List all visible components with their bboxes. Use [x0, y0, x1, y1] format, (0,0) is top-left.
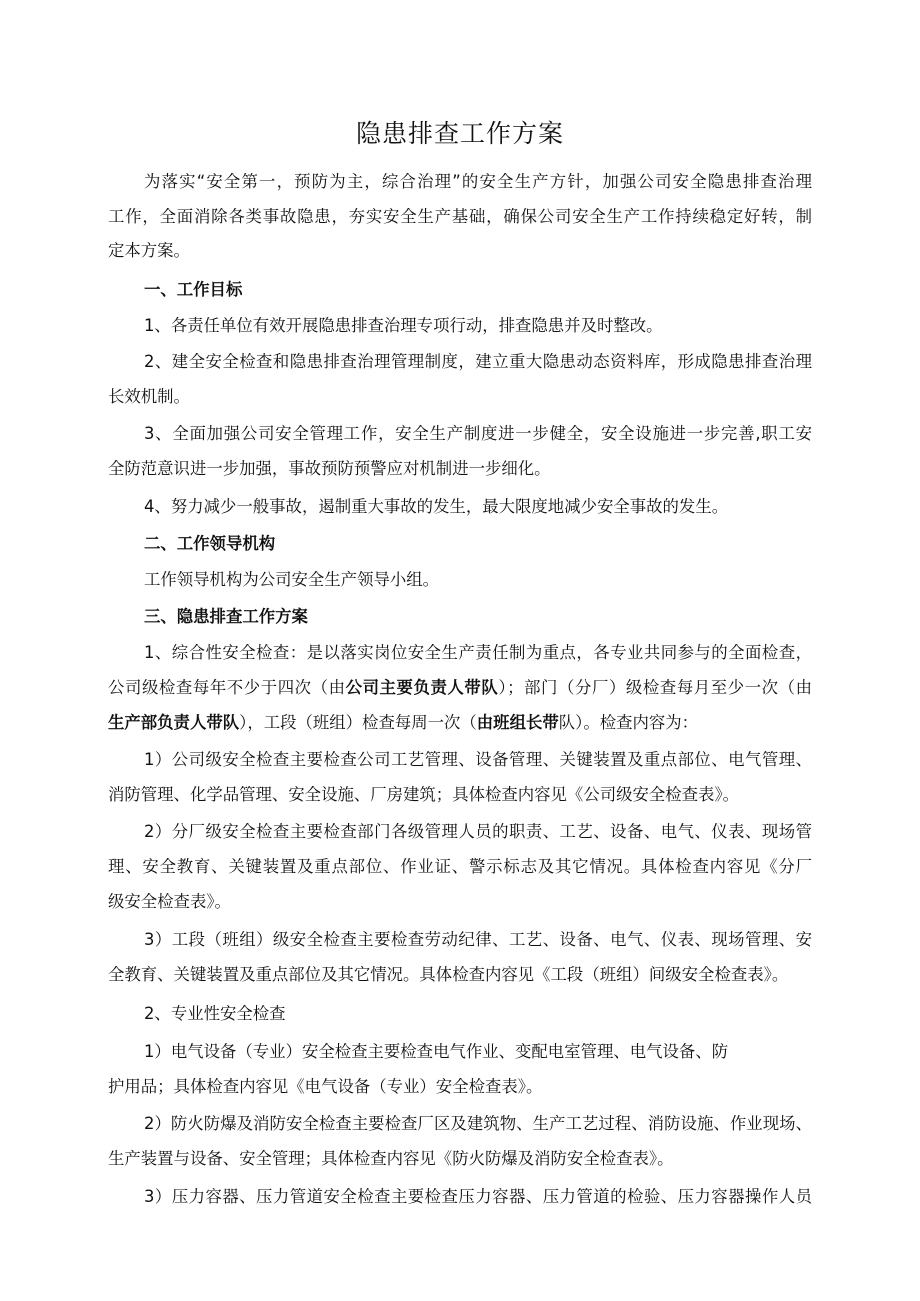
text: 消防管理、化学品管理、安全设施、厂房建筑；具体检查内容见《公司级安全检查表》。 — [108, 785, 740, 804]
plan-1-3-line — [108, 964, 812, 986]
text: 长效机制。 — [108, 387, 190, 406]
text: 队）。检查内容为： — [558, 713, 699, 732]
text: 1、各责任单位有效开展隐患排查治理专项行动，排查隐患并及时整改。 — [144, 316, 663, 335]
text: 3）工段（班组）级安全检查主要检查劳动纪律、工艺、设备、电气、仪表、现场管理、安 — [144, 930, 812, 949]
goal-2-line — [144, 351, 812, 373]
plan-2-2-line — [144, 1113, 812, 1135]
text: 1、综合性安全检查：是以落实岗位安全生产责任制为重点，各专业共同参与的全面检查， — [144, 643, 812, 662]
intro-line — [144, 171, 812, 193]
text: 全教育、关键装置及重点部位及其它情况。具体检查内容见《工段（班组）间级安全检查表》。 — [108, 965, 789, 984]
text: 工作，全面消除各类事故隐患，夯实安全生产基础，确保公司安全生产工作持续稳定好转，制 — [108, 207, 812, 226]
plan-1-2-line — [108, 891, 812, 913]
bold-text: 三、隐患排查工作方案 — [144, 607, 308, 626]
text: 1）电气设备（专业）安全检查主要检查电气作业、变配电室管理、电气设备、防 — [144, 1042, 729, 1061]
plan-2-line — [144, 1003, 812, 1025]
text: ）；部门（分厂）级检查每月至少一次（由 — [498, 678, 813, 697]
intro-line — [108, 240, 812, 262]
goal-4-line — [144, 496, 812, 518]
plan-1-3-line — [144, 929, 812, 951]
plan-1-line — [108, 677, 812, 699]
plan-2-2-line — [108, 1148, 812, 1170]
heading-1-line — [144, 279, 812, 301]
plan-1-2-line — [144, 821, 812, 843]
bold-text: 由班组长带 — [476, 713, 559, 732]
text: 4、努力减少一般事故，遏制重大事故的发生，最大限度地减少安全事故的发生。 — [144, 497, 729, 516]
goal-2-line — [108, 386, 812, 408]
leadership-line — [144, 569, 812, 591]
text: 定本方案。 — [108, 241, 190, 260]
plan-1-2-line — [108, 856, 812, 878]
bold-text: 生产部负责人带队 — [108, 713, 240, 732]
text: 2）分厂级安全检查主要检查部门各级管理人员的职责、工艺、设备、电气、仪表、现场管 — [144, 822, 812, 841]
plan-2-1-line — [108, 1076, 812, 1098]
goal-3-line — [108, 458, 812, 480]
goal-3-line — [144, 423, 812, 445]
plan-2-1-line — [144, 1041, 812, 1063]
text: 生产装置与设备、安全管理；具体检查内容见《防火防爆及消防安全检查表》。 — [108, 1149, 674, 1168]
heading-3-line — [144, 606, 812, 628]
goal-1-line — [144, 315, 812, 337]
text: 为落实“安全第一，预防为主，综合治理”的安全生产方针，加强公司安全隐患排查治理 — [144, 172, 812, 191]
document-title: 隐患排查工作方案 — [355, 119, 564, 148]
text: 3、全面加强公司安全管理工作，安全生产制度进一步健全，安全设施进一步完善,职工安 — [144, 424, 812, 443]
plan-1-1-line — [108, 784, 812, 806]
bold-text: 一、工作目标 — [144, 280, 243, 299]
text: 护用品；具体检查内容见《电气设备（专业）安全检查表》。 — [108, 1077, 543, 1096]
text: 2、建全安全检查和隐患排查治理管理制度，建立重大隐患动态资料库，形成隐患排查治理 — [144, 352, 812, 371]
plan-2-3-line — [144, 1186, 812, 1208]
heading-2-line — [144, 533, 812, 555]
text: 全防范意识进一步加强，事故预防预警应对机制进一步细化。 — [108, 459, 551, 478]
text: 理、安全教育、关键装置及重点部位、作业证、警示标志及其它情况。具体检查内容见《分厂 — [108, 857, 812, 876]
text: 2、专业性安全检查 — [144, 1004, 286, 1023]
text: 3）压力容器、压力管道安全检查主要检查压力容器、压力管道的检验、压力容器操作人员 — [144, 1187, 812, 1206]
plan-1-1-line — [144, 749, 812, 771]
plan-1-line — [108, 712, 812, 734]
text: 工作领导机构为公司安全生产领导小组。 — [144, 570, 440, 589]
text: 级安全检查表》。 — [108, 892, 231, 911]
intro-line — [108, 206, 812, 228]
text: 公司级检查每年不少于四次（由 — [108, 678, 346, 697]
text: 1）公司级安全检查主要检查公司工艺管理、设备管理、关键装置及重点部位、电气管理、 — [144, 750, 812, 769]
text: ），工段（班组）检查每周一次（ — [239, 713, 477, 732]
plan-1-line — [144, 642, 812, 664]
text: 2）防火防爆及消防安全检查主要检查厂区及建筑物、生产工艺过程、消防设施、作业现场、 — [144, 1114, 812, 1133]
bold-text: 公司主要负责人带队 — [345, 678, 499, 697]
bold-text: 二、工作领导机构 — [144, 534, 276, 553]
